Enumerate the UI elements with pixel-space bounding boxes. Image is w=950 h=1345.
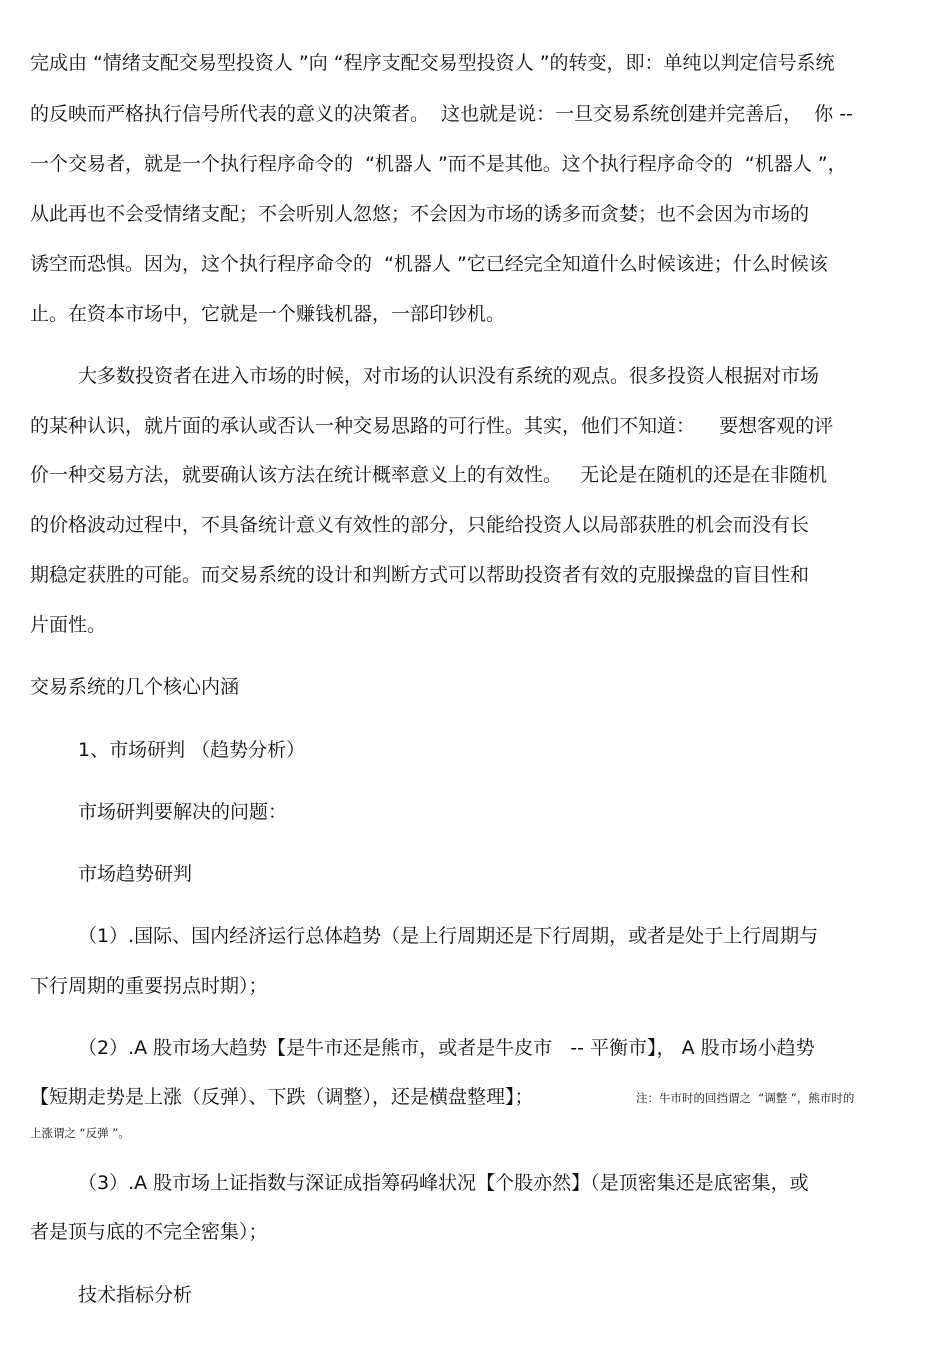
item-3-line-1: （3）.A 股市场上证指数与深证成指筹码峰状况【个股亦然】（是顶密集还是底密集，或	[78, 1172, 809, 1194]
paragraph-2-line-1: 大多数投资者在进入市场的时候，对市场的认识没有系统的观点。很多投资人根据对市场	[78, 365, 820, 387]
trend-heading: 市场趋势研判	[78, 863, 193, 885]
item-1-line-1: （1）.国际、国内经济运行总体趋势（是上行周期还是下行周期，或者是处于上行周期与	[78, 925, 819, 947]
paragraph-2-line-5: 期稳定获胜的可能。而交易系统的设计和判断方式可以帮助投资者有效的克服操盘的盲目性和	[30, 564, 810, 586]
section-heading: 交易系统的几个核心内涵	[30, 676, 240, 698]
paragraph-1-line-3: 一个交易者，就是一个执行程序命令的 “机器人 ”而不是其他。这个执行程序命令的 “机器人 ”，	[30, 153, 847, 175]
paragraph-2-line-3: 价一种交易方法，就要确认该方法在统计概率意义上的有效性。 无论是在随机的还是在非随机	[30, 464, 828, 486]
paragraph-1-line-6: 止。在资本市场中，它就是一个赚钱机器，一部印钞机。	[30, 303, 506, 325]
paragraph-2-line-6: 片面性。	[30, 614, 107, 636]
item-1-line-2: 下行周期的重要拐点时期）；	[30, 975, 268, 997]
paragraph-1-line-4: 从此再也不会受情绪支配；不会听别人忽悠；不会因为市场的诱多而贪婪；也不会因为市场的	[30, 203, 810, 225]
technical-indicator-heading: 技术指标分析	[78, 1284, 193, 1306]
subsection-heading: 1、市场研判 （趋势分析）	[78, 739, 306, 761]
item-2-line-1: （2）.A 股市场大趋势【是牛市还是熊市，或者是牛皮市 -- 平衡市】， A 股市场小趋势	[78, 1037, 815, 1059]
paragraph-2-line-4: 的价格波动过程中，不具备统计意义有效性的部分，只能给投资人以局部获胜的机会而没有长	[30, 514, 810, 536]
footnote-line-1: 注：牛市时的回挡谓之 “调整 ”，熊市时的	[636, 1091, 855, 1105]
paragraph-1-line-2: 的反映而严格执行信号所代表的意义的决策者。 这也就是说：一旦交易系统创建并完善后， 你 --	[30, 103, 853, 125]
paragraph-1-line-5: 诱空而恐惧。因为，这个执行程序命令的 “机器人 ”它已经完全知道什么时候该进；什么时候该	[30, 253, 828, 275]
paragraph-1-line-1: 完成由 “情绪支配交易型投资人 ”向 “程序支配交易型投资人 ”的转变，即：单纯以判定信号系统	[30, 52, 835, 74]
paragraph-2-line-2: 的某种认识，就片面的承认或否认一种交易思路的可行性。其实，他们不知道： 要想客观的评	[30, 415, 834, 437]
question-intro: 市场研判要解决的问题：	[78, 801, 288, 823]
item-3-line-2: 者是顶与底的不完全密集）；	[30, 1221, 268, 1243]
item-2-line-2: 【短期走势是上涨（反弹）、下跌（调整），还是横盘整理】；	[30, 1086, 534, 1108]
footnote-line-2: 上涨谓之 “反弹 ”。	[30, 1126, 130, 1140]
